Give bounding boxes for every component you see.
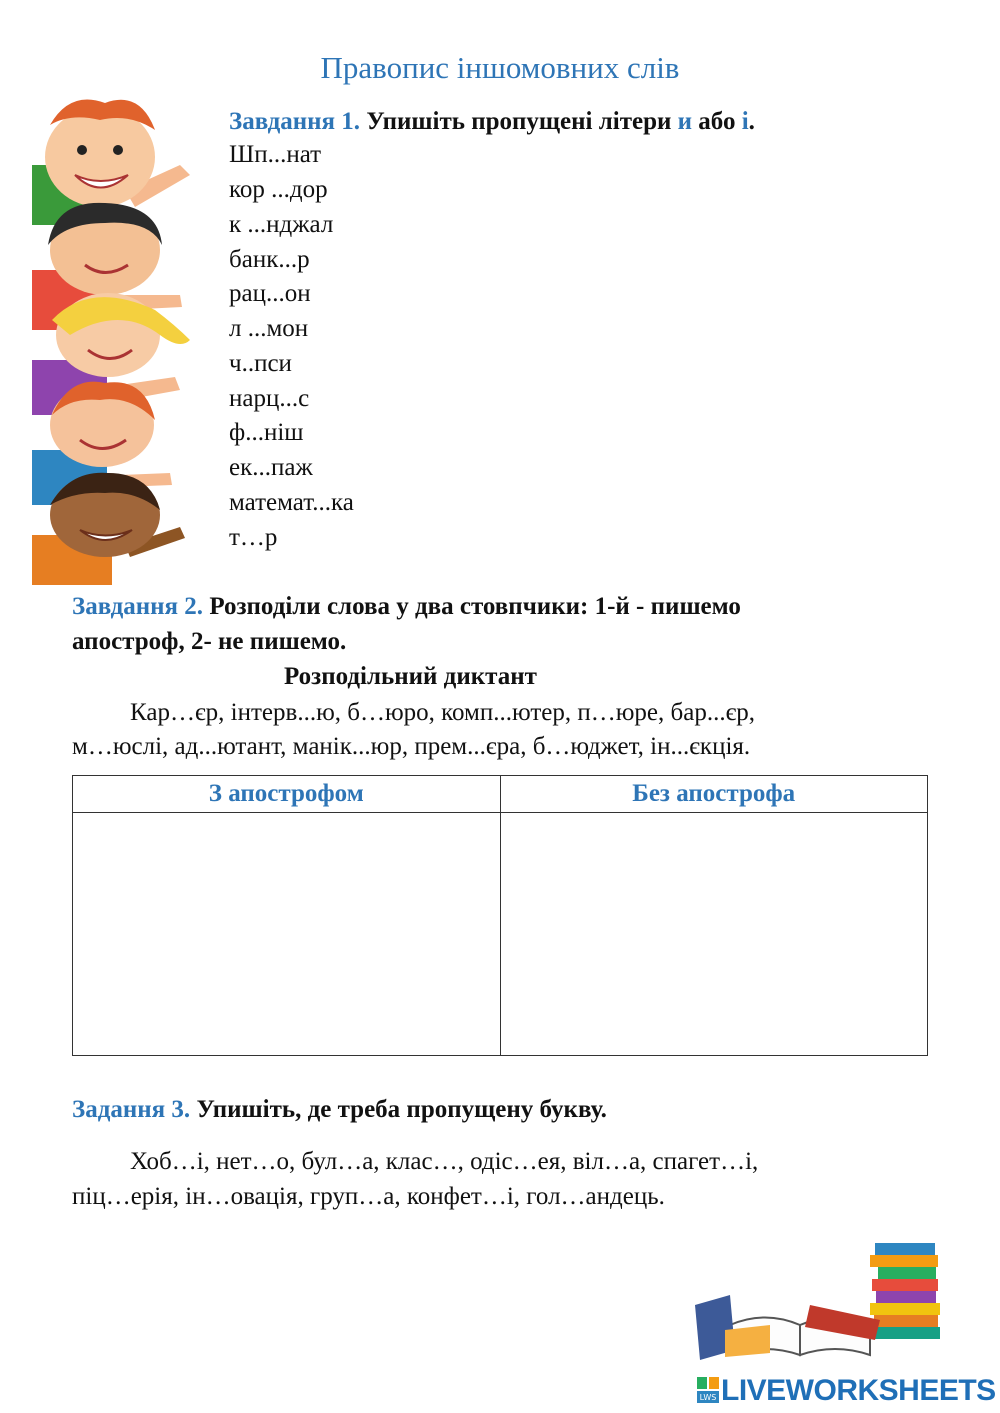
task3-heading bbox=[72, 1093, 607, 1127]
task1-word[interactable]: ек...паж bbox=[229, 454, 313, 481]
task1-word[interactable]: т…р bbox=[229, 524, 278, 551]
task1-word[interactable]: ч..пси bbox=[229, 350, 292, 377]
task2-heading bbox=[72, 590, 741, 624]
books-illustration bbox=[690, 1235, 960, 1365]
task2-text-line-1: Кар…єр, інтерв...ю, б…юро, комп...ютер, п…юре, бар...єр, bbox=[130, 699, 756, 726]
task1-text-before: Упишіть пропущені літери bbox=[360, 108, 678, 135]
task1-letter-1: и bbox=[677, 108, 693, 135]
task2-subtitle: Розподільний диктант bbox=[284, 663, 537, 690]
task2-label: Завдання 2. bbox=[72, 593, 204, 620]
task2-text-line-2: м…юслі, ад...ютант, манік...юр, прем...єра, б…юджет, ін...єкція. bbox=[72, 733, 751, 760]
sort-table bbox=[72, 775, 928, 1056]
task1-word[interactable]: банк...р bbox=[229, 246, 310, 273]
column-header-without-apostrophe: Без апострофа bbox=[500, 776, 928, 813]
task1-word[interactable]: кор ...дор bbox=[229, 176, 328, 203]
task1-word[interactable]: нарц...с bbox=[229, 385, 310, 412]
drop-zone-with-apostrophe[interactable] bbox=[73, 813, 501, 1056]
kids-illustration bbox=[30, 95, 235, 585]
task3-label: Задання 3. bbox=[72, 1096, 191, 1123]
task3-text-line-1[interactable]: Хоб…і, нет…о, бул…а, клас…, одіс…ея, віл…а, спагет…і, bbox=[130, 1148, 759, 1175]
task3-text: Упишіть, де треба пропущену букву. bbox=[190, 1096, 607, 1123]
task2-line-1: Розподіли слова у два стовпчики: 1-й - пишемо bbox=[203, 593, 741, 620]
drop-zone-without-apostrophe[interactable] bbox=[500, 813, 928, 1056]
liveworksheets-badge-icon bbox=[697, 1377, 719, 1403]
task1-label: Завдання 1. bbox=[229, 108, 361, 135]
column-header-with-apostrophe: З апострофом bbox=[73, 776, 501, 813]
task1-text-end: . bbox=[748, 108, 755, 135]
task1-heading bbox=[229, 105, 755, 139]
task1-word[interactable]: ф...ніш bbox=[229, 419, 304, 446]
task1-word[interactable]: к ...нджал bbox=[229, 211, 334, 238]
task1-word[interactable]: математ...ка bbox=[229, 489, 354, 516]
task3-text-line-2[interactable]: піц…ерія, ін…овація, груп…а, конфет…і, гол…андець. bbox=[72, 1183, 665, 1210]
task1-word[interactable]: л ...мон bbox=[229, 315, 309, 342]
liveworksheets-logo[interactable]: LIVEWORKSHEETS bbox=[721, 1374, 996, 1407]
page-title: Правопис іншомовних слів bbox=[320, 50, 680, 85]
task1-word[interactable]: рац...он bbox=[229, 280, 311, 307]
badge-text: LWS bbox=[699, 1393, 717, 1402]
task1-word[interactable]: Шп...нат bbox=[229, 141, 322, 168]
task1-text-mid: або bbox=[692, 108, 742, 135]
task2-line-2: апостроф, 2- не пишемо. bbox=[72, 628, 347, 655]
task1-letter-2: і bbox=[741, 108, 749, 135]
